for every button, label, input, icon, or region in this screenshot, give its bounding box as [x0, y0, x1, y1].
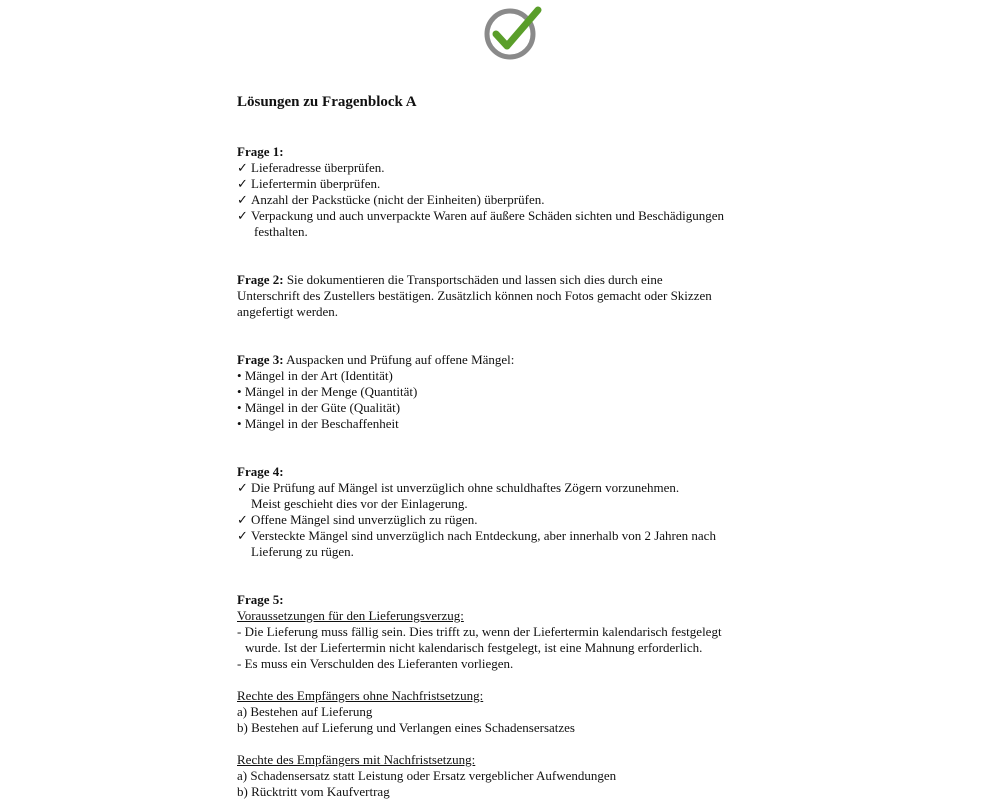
list-item: • Mängel in der Menge (Quantität): [237, 384, 418, 399]
list-item: b) Bestehen auf Lieferung und Verlangen eines Schadensersatzes: [237, 720, 575, 735]
question-2-line-1: Frage 2: Sie dokumentieren die Transportschäden und lassen sich dies durch eine: [237, 272, 663, 287]
list-item-continuation: festhalten.: [254, 224, 308, 239]
list-item: ✓ Versteckte Mängel sind unverzüglich nach Entdeckung, aber innerhalb von 2 Jahren nach: [237, 528, 716, 543]
list-item: ✓ Lieferadresse überprüfen.: [237, 160, 385, 175]
list-item: • Mängel in der Beschaffenheit: [237, 416, 399, 431]
list-item: ✓ Offene Mängel sind unverzüglich zu rügen.: [237, 512, 478, 527]
list-item: a) Bestehen auf Lieferung: [237, 704, 373, 719]
question-3: [237, 352, 777, 432]
question-1-heading: Frage 1:: [237, 144, 284, 159]
list-item: ✓ Liefertermin überprüfen.: [237, 176, 381, 191]
question-2-line-2: Unterschrift des Zustellers bestätigen. Zusätzlich können noch Fotos gemacht oder Skizzen: [237, 288, 712, 303]
bullet-icon: •: [237, 400, 242, 415]
check-icon: ✓: [237, 160, 248, 175]
check-icon: ✓: [237, 176, 248, 191]
check-icon: ✓: [237, 480, 248, 495]
check-icon: ✓: [237, 208, 248, 223]
check-icon: ✓: [237, 512, 248, 527]
rights-without-deadline-heading: Rechte des Empfängers ohne Nachfristsetzung:: [237, 688, 484, 703]
list-item: ✓ Verpackung und auch unverpackte Waren auf äußere Schäden sichten und Beschädigungen: [237, 208, 725, 223]
list-item-continuation: Meist geschieht dies vor der Einlagerung.: [251, 496, 468, 511]
question-5: [237, 592, 777, 800]
list-item: - Es muss ein Verschulden des Lieferanten vorliegen.: [237, 656, 514, 671]
list-item: - Die Lieferung muss fällig sein. Dies trifft zu, wenn der Liefertermin kalendarisch festgelegt: [237, 624, 722, 639]
list-item: ✓ Die Prüfung auf Mängel ist unverzüglich ohne schuldhaftes Zögern vorzunehmen.: [237, 480, 680, 495]
question-4: [237, 464, 777, 560]
check-icon: ✓: [237, 528, 248, 543]
bullet-icon: •: [237, 416, 242, 431]
solutions-content: [237, 92, 777, 800]
list-item: • Mängel in der Art (Identität): [237, 368, 393, 383]
checkmark-logo-icon: [480, 4, 548, 60]
check-icon: ✓: [237, 192, 248, 207]
list-item: a) Schadensersatz statt Leistung oder Ersatz vergeblicher Aufwendungen: [237, 768, 617, 783]
rights-with-deadline-heading: Rechte des Empfängers mit Nachfristsetzung:: [237, 752, 476, 767]
question-4-heading: Frage 4:: [237, 464, 284, 479]
question-3-intro: Frage 3: Auspacken und Prüfung auf offene Mängel:: [237, 352, 515, 367]
list-item-continuation: wurde. Ist der Liefertermin nicht kalendarisch festgelegt, ist eine Mahnung erforderlich.: [245, 640, 703, 655]
list-item: • Mängel in der Güte (Qualität): [237, 400, 401, 415]
list-item-continuation: Lieferung zu rügen.: [251, 544, 354, 559]
question-2: [237, 272, 777, 320]
question-3-heading: Frage 3:: [237, 352, 284, 367]
question-1: [237, 144, 777, 240]
list-item: ✓ Anzahl der Packstücke (nicht der Einheiten) überprüfen.: [237, 192, 545, 207]
question-2-line-3: angefertigt werden.: [237, 304, 339, 319]
question-5-heading: Frage 5:: [237, 592, 284, 607]
prerequisites-heading: Voraussetzungen für den Lieferungsverzug:: [237, 608, 464, 623]
page-title: Lösungen zu Fragenblock A: [237, 94, 417, 110]
list-item: b) Rücktritt vom Kaufvertrag: [237, 784, 390, 799]
bullet-icon: •: [237, 384, 242, 399]
question-2-heading: Frage 2:: [237, 272, 284, 287]
bullet-icon: •: [237, 368, 242, 383]
